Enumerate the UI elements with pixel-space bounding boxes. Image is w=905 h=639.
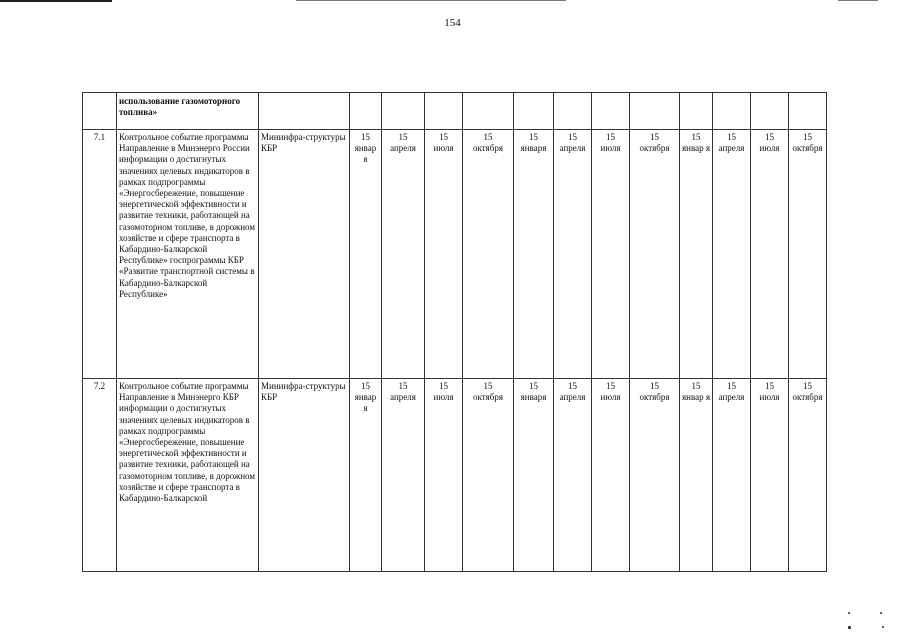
continuation-num-cell [83, 93, 117, 130]
scan-dot [882, 626, 884, 628]
deadline-cell [751, 379, 789, 572]
deadline-month: январ я [682, 143, 710, 154]
deadline-cell [713, 130, 751, 379]
deadline-day: 15 [691, 381, 701, 391]
deadline-month: января [520, 392, 547, 403]
row-number: 7.2 [83, 379, 117, 572]
deadline-day: 15 [568, 381, 577, 391]
responsible-executor: Мининфра-структуры КБР [259, 379, 350, 572]
deadline-month: апреля [718, 143, 745, 154]
responsible-executor: Мининфра-структуры КБР [259, 130, 350, 379]
deadline-month: июля [433, 143, 454, 154]
page-number: 154 [444, 17, 461, 29]
deadline-day: 15 [483, 381, 493, 391]
deadline-month: октября [473, 143, 503, 154]
deadline-day: 15 [439, 132, 448, 142]
continuation-row [83, 93, 827, 130]
deadline-month: июля [600, 143, 621, 154]
deadline-cell [514, 379, 554, 572]
deadline-month: апреля [559, 143, 586, 154]
deadline-month: июля [759, 143, 780, 154]
deadline-cell [789, 379, 827, 572]
scan-dot [848, 626, 851, 629]
deadline-day: 15 [606, 381, 615, 391]
deadline-cell [382, 379, 425, 572]
deadline-day: 15 [529, 381, 538, 391]
scan-dot [848, 612, 850, 614]
deadline-day: 15 [650, 132, 659, 142]
deadline-month: января [520, 143, 547, 154]
deadline-day: 15 [529, 132, 538, 142]
deadline-cell [592, 379, 630, 572]
deadline-day: 15 [691, 132, 701, 142]
deadline-cell [751, 130, 789, 379]
deadline-month: октября [473, 392, 503, 403]
deadline-day: 15 [803, 132, 812, 142]
deadline-cell [425, 379, 463, 572]
deadline-month: октября [639, 143, 670, 154]
deadline-day: 15 [727, 381, 736, 391]
scan-edge-mark-center [296, 0, 566, 1]
deadline-day: 15 [398, 132, 408, 142]
deadline-day: 15 [727, 132, 736, 142]
deadline-cell [680, 379, 713, 572]
deadline-day: 15 [439, 381, 448, 391]
deadline-month: июля [433, 392, 454, 403]
control-events-table [82, 92, 827, 572]
deadline-day: 15 [650, 381, 659, 391]
deadline-day: 15 [803, 381, 812, 391]
deadline-month: октября [639, 392, 670, 403]
deadline-day: 15 [483, 132, 493, 142]
deadline-month: апреля [390, 392, 416, 403]
scan-dot [880, 612, 882, 614]
deadline-cell [350, 379, 382, 572]
deadline-day: 15 [361, 381, 370, 391]
deadline-cell [592, 130, 630, 379]
deadline-cell [382, 130, 425, 379]
deadline-cell [514, 130, 554, 379]
deadline-month: июля [759, 392, 780, 403]
scan-edge-mark-right [838, 0, 878, 1]
deadline-day: 15 [765, 132, 774, 142]
deadline-month: январ я [354, 392, 377, 414]
deadline-month: январ я [682, 392, 710, 403]
event-description: Контрольное событие программы Направление в Минэнерго КБР информации о достигнутых значениях целевых индикаторов в рамках подпрограммы «Энергосбережение, повышение энергетической эффективности и развитие техники, работающей на газомоторном топливе, в дорожном хозяйстве и сфере транспорта в Кабардино-Балкарской [117, 379, 259, 572]
deadline-cell [463, 130, 514, 379]
deadline-cell [789, 130, 827, 379]
deadline-cell [554, 379, 592, 572]
table-row [83, 130, 827, 379]
deadline-cell [630, 130, 680, 379]
deadline-cell [425, 130, 463, 379]
deadline-day: 15 [606, 132, 615, 142]
deadline-day: 15 [568, 132, 577, 142]
deadline-cell [713, 379, 751, 572]
scan-edge-mark-left [0, 0, 112, 2]
row-number: 7.1 [83, 130, 117, 379]
deadline-cell [554, 130, 592, 379]
deadline-month: октября [792, 143, 823, 154]
deadline-month: октября [792, 392, 823, 403]
deadline-month: январ я [354, 143, 377, 165]
deadline-day: 15 [398, 381, 408, 391]
deadline-month: июля [600, 392, 621, 403]
deadline-cell [680, 130, 713, 379]
table-row [83, 379, 827, 572]
deadline-cell [350, 130, 382, 379]
event-description: Контрольное событие программы Направление в Минэнерго России информации о достигнутых значениях целевых индикаторов в рамках подпрограммы «Энергосбережение, повышение энергетической эффективности и развитие техники, работающей на газомоторном топливе, в дорожном хозяйстве и сфере транспорта в Кабардино-Балкарской Республике» госпрограммы КБР «Развитие транспортной системы в Кабардино-Балкарской Республике» [117, 130, 259, 379]
deadline-cell [463, 379, 514, 572]
deadline-month: апреля [390, 143, 416, 154]
deadline-day: 15 [765, 381, 774, 391]
deadline-month: апреля [559, 392, 586, 403]
deadline-month: апреля [718, 392, 745, 403]
deadline-day: 15 [361, 132, 370, 142]
deadline-cell [630, 379, 680, 572]
continuation-label: использование газомоторного топлива» [117, 93, 259, 130]
